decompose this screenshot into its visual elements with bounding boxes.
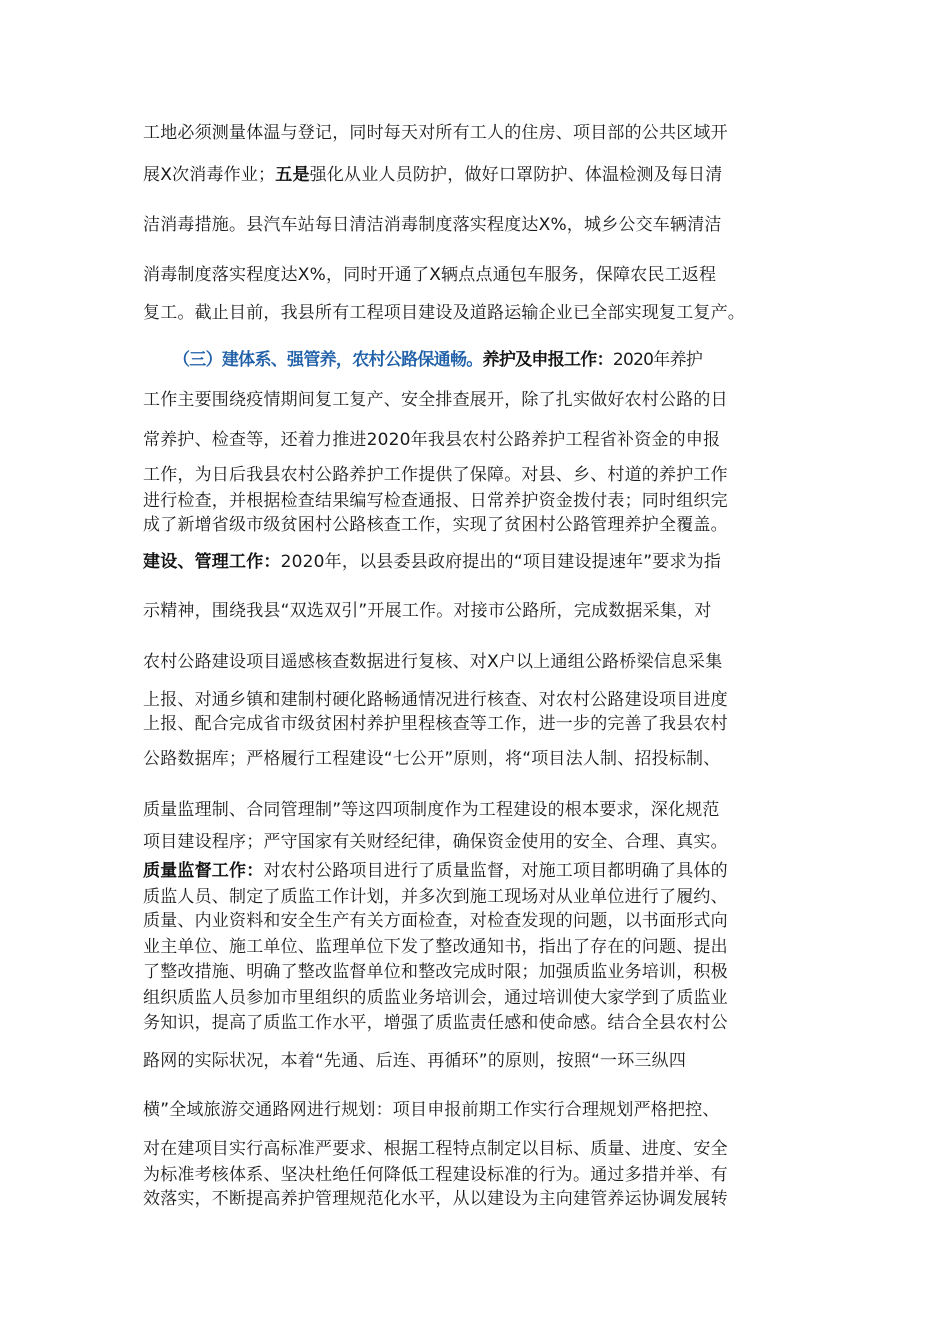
body-text: 路网的实际状况，本着“先通、后连、再循环”的原则，按照“一环三纵四 bbox=[143, 1051, 687, 1071]
body-text: 业主单位、施工单位、监理单位下发了整改通知书，指出了存在的问题、提出 bbox=[143, 937, 728, 957]
text-line bbox=[143, 510, 808, 540]
text-line bbox=[143, 596, 808, 626]
body-text: 质量、内业资料和安全生产有关方面检查，对检查发现的问题，以书面形式向 bbox=[143, 911, 728, 931]
bold-run-in-heading: 建设、管理工作： bbox=[143, 552, 281, 572]
body-text: 示精神，围绕我县“双选双引”开展工作。对接市公路所，完成数据采集，对 bbox=[143, 601, 712, 621]
body-text: 项目建设程序；严守国家有关财经纪律，确保资金使用的安全、合理、真实。 bbox=[143, 832, 728, 852]
text-line bbox=[143, 1095, 808, 1125]
text-line bbox=[143, 795, 808, 825]
body-text: 复工。截止目前，我县所有工程项目建设及道路运输企业已全部实现复工复产。 bbox=[143, 303, 745, 323]
text-line bbox=[143, 160, 808, 190]
bold-run-in-heading: 质量监督工作： bbox=[143, 861, 264, 881]
body-text: 上报、对通乡镇和建制村硬化路畅通情况进行核查、对农村公路建设项目进度 bbox=[143, 690, 728, 710]
body-text: 为标准考核体系、坚决杜绝任何降低工程建设标准的行为。通过多措并举、有 bbox=[143, 1165, 728, 1185]
body-text: 对在建项目实行高标准严要求、根据工程特点制定以目标、质量、进度、安全 bbox=[143, 1139, 728, 1159]
body-text: 成了新增省级市级贫困村公路核查工作，实现了贫困村公路管理养护全覆盖。 bbox=[143, 515, 728, 535]
body-text: 了整改措施、明确了整改监督单位和整改完成时限；加强质监业务培训，积极 bbox=[143, 962, 728, 982]
body-text: 强化从业人员防护，做好口罩防护、体温检测及每日清 bbox=[309, 165, 723, 185]
body-text: 横”全域旅游交通路网进行规划：项目申报前期工作实行合理规划严格把控、 bbox=[143, 1100, 720, 1120]
body-text: 效落实，不断提高养护管理规范化水平，从以建设为主向建管养运协调发展转 bbox=[143, 1189, 728, 1209]
body-text: 公路数据库；严格履行工程建设“七公开”原则，将“项目法人制、招投标制、 bbox=[143, 749, 721, 769]
body-text: 展X次消毒作业； bbox=[143, 165, 276, 185]
body-text: 农村公路建设项目遥感核查数据进行复核、对X户以上通组公路桥梁信息采集 bbox=[143, 652, 723, 672]
body-text: 质监人员、制定了质监工作计划，并多次到施工现场对从业单位进行了履约、 bbox=[143, 887, 728, 907]
text-line bbox=[143, 210, 808, 240]
text-line bbox=[143, 260, 808, 290]
body-text: 质量监理制、合同管理制”等这四项制度作为工程建设的根本要求，深化规范 bbox=[143, 800, 720, 820]
body-text: 2020年，以县委县政府提出的“项目建设提速年”要求为指 bbox=[280, 552, 722, 572]
text-line bbox=[143, 827, 808, 857]
body-text: 2020年养护 bbox=[612, 350, 703, 370]
text-line bbox=[173, 345, 838, 375]
bold-run-in-heading: 五是 bbox=[275, 165, 310, 185]
text-line bbox=[143, 647, 808, 677]
body-text: 务知识，提高了质监工作水平，增强了质监责任感和使命感。结合全县农村公 bbox=[143, 1013, 728, 1033]
body-text: 消毒制度落实程度达X%，同时开通了X辆点点通包车服务，保障农民工返程 bbox=[143, 265, 717, 285]
text-line bbox=[143, 744, 808, 774]
text-line bbox=[143, 709, 808, 739]
body-text: 工作主要围绕疫情期间复工复产、安全排查展开，除了扎实做好农村公路的日 bbox=[143, 390, 728, 410]
body-text: 工作，为日后我县农村公路养护工作提供了保障。对县、乡、村道的养护工作 bbox=[143, 465, 728, 485]
body-text: 上报、配合完成省市级贫困村养护里程核查等工作，进一步的完善了我县农村 bbox=[143, 714, 728, 734]
body-text: 常养护、检查等，还着力推进2020年我县农村公路养护工程省补资金的申报 bbox=[143, 430, 721, 450]
body-text: 进行检查，并根据检查结果编写检查通报、日常养护资金拨付表；同时组织完 bbox=[143, 491, 728, 511]
text-line bbox=[143, 385, 808, 415]
text-line bbox=[143, 1008, 808, 1038]
text-line bbox=[143, 425, 808, 455]
body-text: 组织质监人员参加市里组织的质监业务培训会，通过培训使大家学到了质监业 bbox=[143, 988, 728, 1008]
text-line bbox=[143, 118, 808, 148]
text-line bbox=[143, 1184, 808, 1214]
bold-run-in-heading: 养护及申报工作： bbox=[482, 350, 613, 370]
section-heading: （三）建体系、强管养，农村公路保通畅。 bbox=[173, 350, 483, 370]
text-line bbox=[143, 547, 808, 577]
body-text: 洁消毒措施。县汽车站每日清洁消毒制度落实程度达X%，城乡公交车辆清洁 bbox=[143, 215, 722, 235]
text-line bbox=[143, 298, 808, 328]
text-line bbox=[143, 1046, 808, 1076]
body-text: 对农村公路项目进行了质量监督，对施工项目都明确了具体的 bbox=[263, 861, 728, 881]
body-text: 工地必须测量体温与登记，同时每天对所有工人的住房、项目部的公共区域开 bbox=[143, 123, 728, 143]
